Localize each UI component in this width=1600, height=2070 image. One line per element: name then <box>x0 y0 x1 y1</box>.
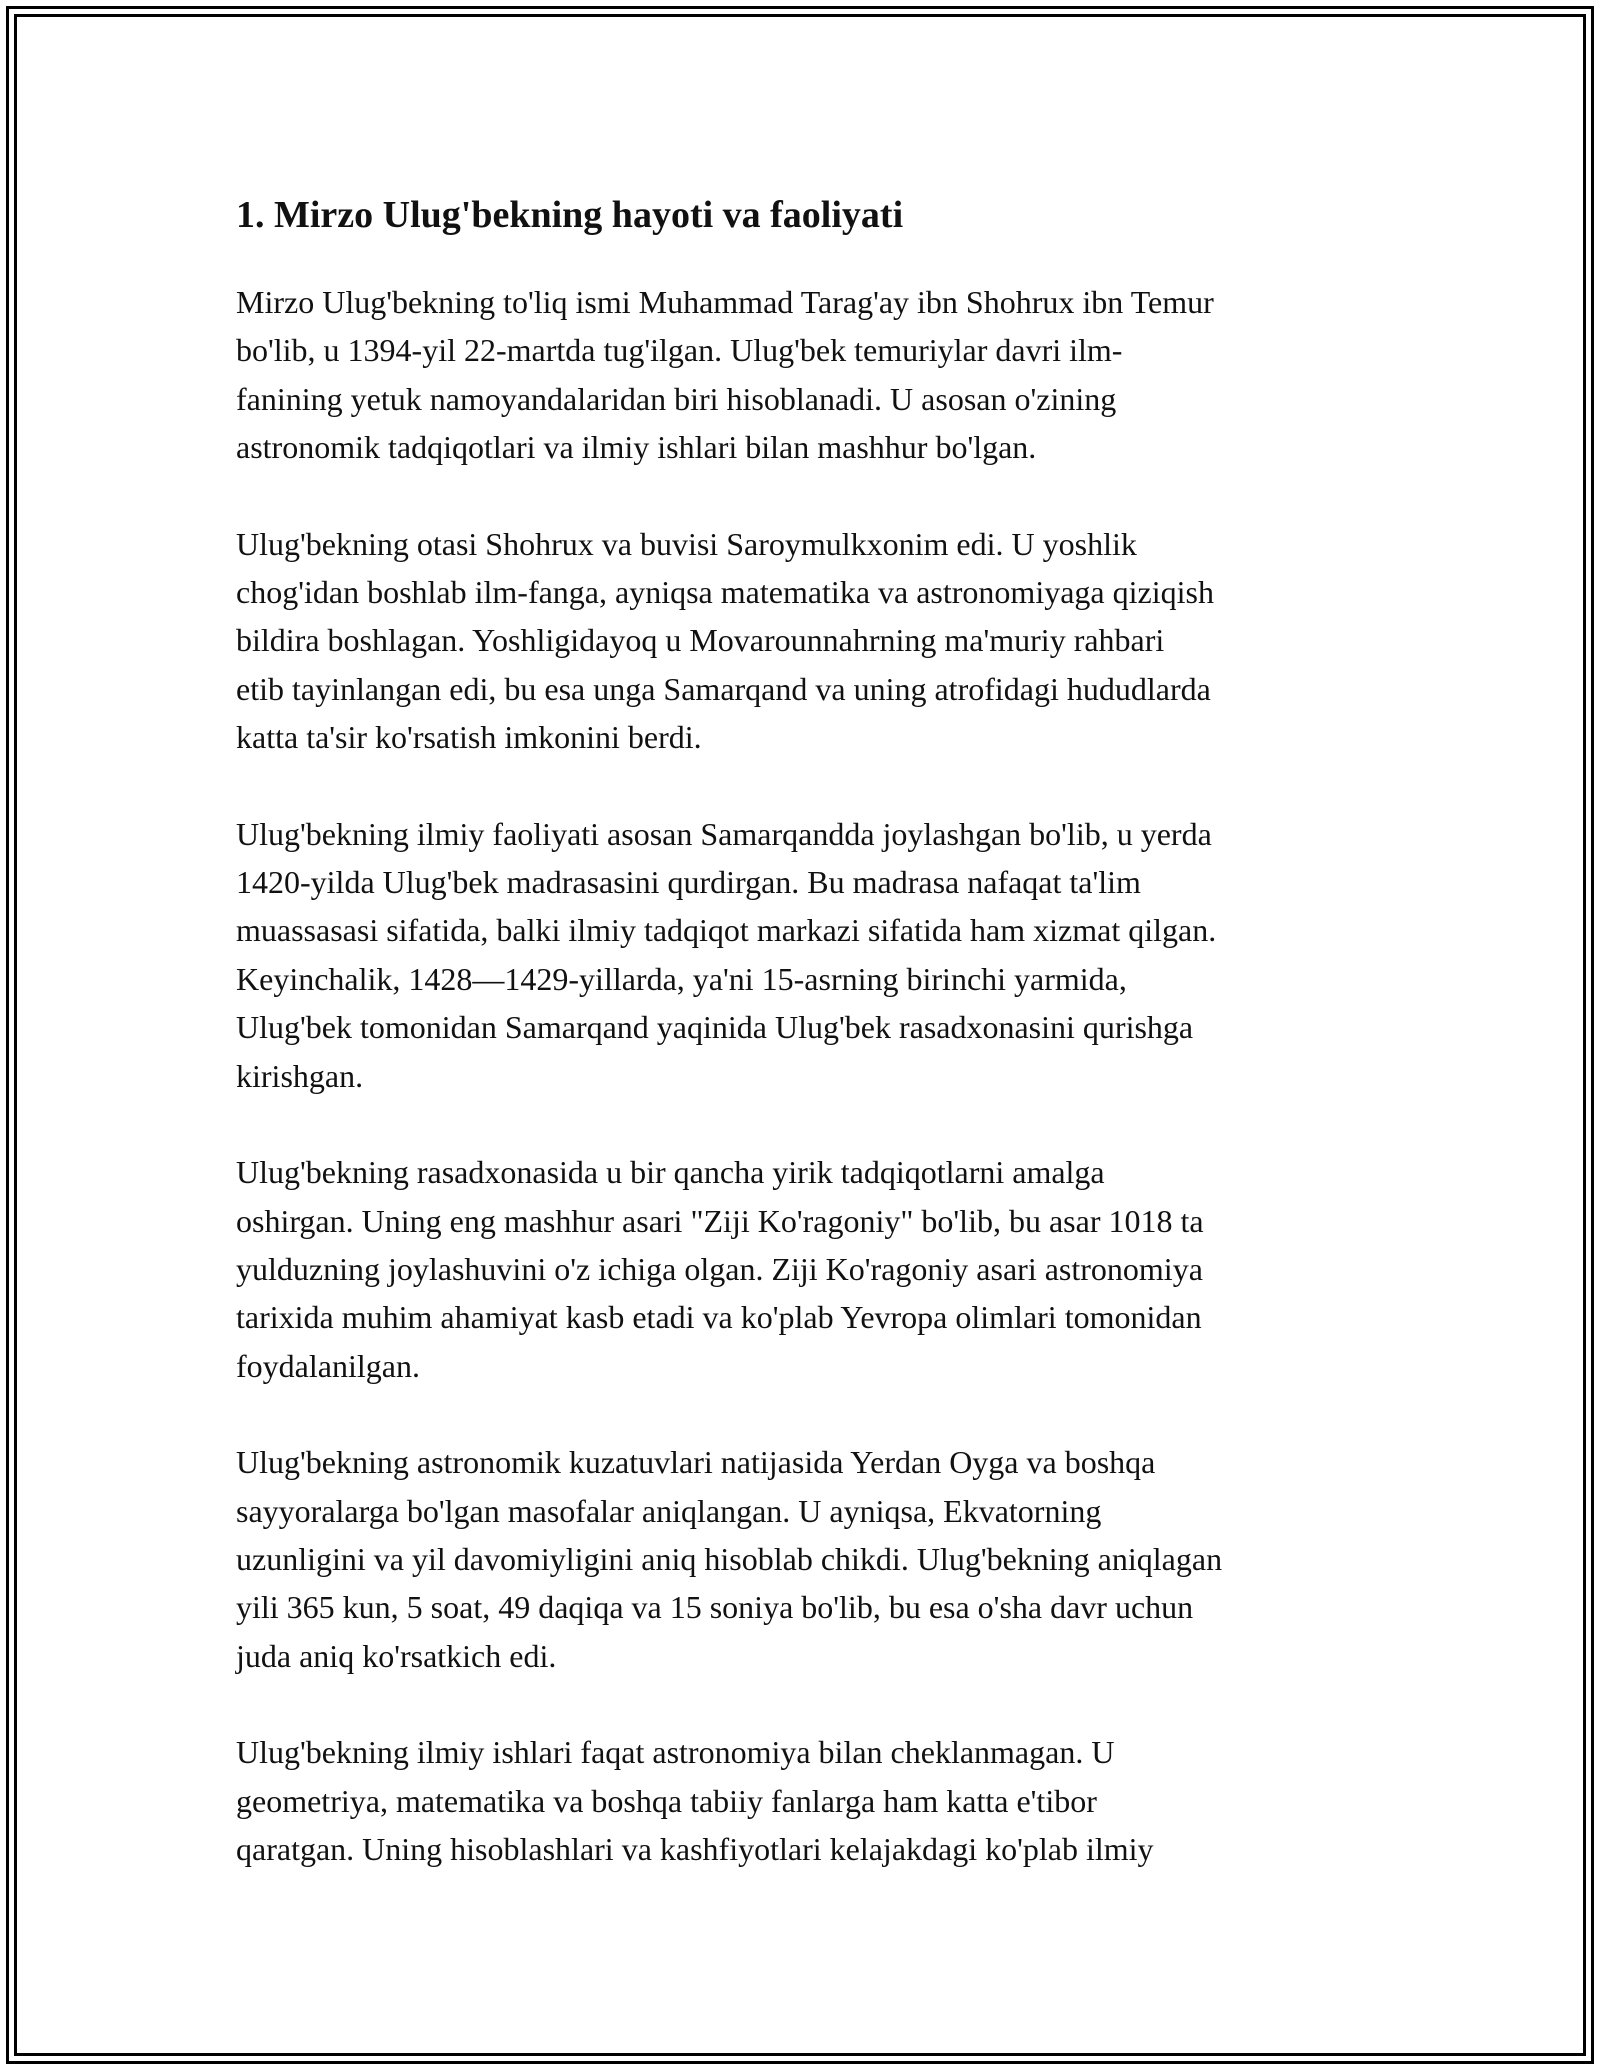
paragraph-line: juda aniq ko'rsatkich edi. <box>236 1637 557 1674</box>
paragraph-line: sayyoralarga bo'lgan masofalar aniqlangan. U ayniqsa, Ekvatorning <box>236 1492 1102 1529</box>
paragraph-line: foydalanilgan. <box>236 1347 420 1384</box>
paragraph-line: Ulug'bekning ilmiy faoliyati asosan Samarqandda joylashgan bo'lib, u yerda <box>236 815 1212 852</box>
paragraph <box>236 1728 1376 1873</box>
paragraph-line: bildira boshlagan. Yoshligidayoq u Movarounnahrning ma'muriy rahbari <box>236 622 1165 659</box>
paragraph-line: qaratgan. Uning hisoblashlari va kashfiyotlari kelajakdagi ko'plab ilmiy <box>236 1830 1154 1867</box>
paragraph-line: bo'lib, u 1394-yil 22-martda tug'ilgan. Ulug'bek temuriylar davri ilm- <box>236 332 1123 369</box>
paragraph-line: Mirzo Ulug'bekning to'liq ismi Muhammad Tarag'ay ibn Shohrux ibn Temur <box>236 284 1214 320</box>
paragraph <box>236 278 1376 472</box>
paragraph <box>236 1148 1376 1390</box>
paragraph-line: uzunligini va yil davomiyligini aniq hisoblab chikdi. Ulug'bekning aniqlagan <box>236 1540 1223 1577</box>
paragraph-line: Ulug'bekning astronomik kuzatuvlari natijasida Yerdan Oyga va boshqa <box>236 1444 1156 1481</box>
paragraph-line: fanining yetuk namoyandalaridan biri hisoblanadi. U asosan o'zining <box>236 380 1117 417</box>
paragraph-line: yulduzning joylashuvini o'z ichiga olgan. Ziji Ko'ragoniy asari astronomiya <box>236 1250 1203 1287</box>
paragraph-line: oshirgan. Uning eng mashhur asari "Ziji Ko'ragoniy" bo'lib, bu asar 1018 ta <box>236 1202 1204 1239</box>
paragraph-line: geometriya, matematika va boshqa tabiiy fanlarga ham katta e'tibor <box>236 1782 1097 1819</box>
paragraph-line: yili 365 kun, 5 soat, 49 daqiqa va 15 soniya bo'lib, bu esa o'sha davr uchun <box>236 1589 1194 1626</box>
paragraph <box>236 1438 1376 1680</box>
paragraph-line: Ulug'bekning ilmiy ishlari faqat astronomiya bilan cheklanmagan. U <box>236 1734 1115 1771</box>
paragraph-line: tarixida muhim ahamiyat kasb etadi va ko'plab Yevropa olimlari tomonidan <box>236 1299 1202 1336</box>
paragraph <box>236 810 1376 1100</box>
paragraph-line: muassasasi sifatida, balki ilmiy tadqiqot markazi sifatida ham xizmat qilgan. <box>236 912 1217 949</box>
paragraph-line: 1420-yilda Ulug'bek madrasasini qurdirgan. Bu madrasa nafaqat ta'lim <box>236 864 1141 901</box>
document-title: 1. Mirzo Ulug'bekning hayoti va faoliyati <box>236 194 904 236</box>
paragraph-line: etib tayinlangan edi, bu esa unga Samarqand va uning atrofidagi hududlarda <box>236 670 1211 707</box>
paragraph-line: Ulug'bekning rasadxonasida u bir qancha yirik tadqiqotlarni amalga <box>236 1154 1105 1191</box>
paragraph-line: Ulug'bek tomonidan Samarqand yaqinida Ulug'bek rasadxonasini qurishga <box>236 1009 1194 1046</box>
paragraph-list <box>236 278 1376 1873</box>
paragraph-line: chog'idan boshlab ilm-fanga, ayniqsa matematika va astronomiyaga qiziqish <box>236 574 1214 611</box>
paragraph-line: astronomik tadqiqotlari va ilmiy ishlari bilan mashhur bo'lgan. <box>236 429 1037 466</box>
document-body <box>236 188 1376 1921</box>
paragraph-line: Ulug'bekning otasi Shohrux va buvisi Saroymulkxonim edi. U yoshlik <box>236 525 1137 562</box>
paragraph-line: katta ta'sir ko'rsatish imkonini berdi. <box>236 719 702 756</box>
paragraph-line: Keyinchalik, 1428—1429-yillarda, ya'ni 15-asrning birinchi yarmida, <box>236 960 1127 997</box>
paragraph-line: kirishgan. <box>236 1057 364 1094</box>
paragraph <box>236 520 1376 762</box>
